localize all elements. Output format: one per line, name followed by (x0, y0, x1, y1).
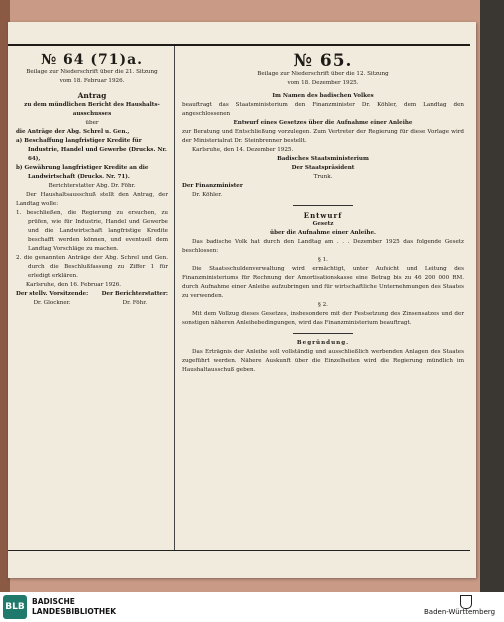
begruendung-heading: Begründung. (296, 340, 350, 346)
library-name-line-2: LANDESBIBLIOTHEK (32, 607, 117, 616)
antrag-subtitle-2: ausschusses (72, 111, 112, 117)
antrag-item-b: b) Gewährung langfristiger Kredite an die Landwirtschaft (Drucks. Nr. 71). (16, 165, 149, 180)
antrag-item: die Anträge der Abg. Schrel u. Gen., (16, 129, 130, 135)
staatsministerium: Badisches Staatsministerium (277, 156, 369, 162)
separator (293, 333, 353, 334)
staatspraesident-role: Der Staatspräsident (291, 165, 355, 171)
signer-left-name: Dr. Glockner. (33, 300, 71, 306)
beilage-line: Beilage zur Niederschrift über die 21. Sitzung (26, 69, 158, 75)
staatspraesident-name: Trunk. (313, 174, 333, 180)
signature-block (16, 290, 168, 308)
vorlage-text: zur Beratung und Entschließung vorzulegen. Zum Vertreter der Regierung für diese Vorlage wird der Ministerialrat Dr. Steinbrenner bestellt. (182, 129, 464, 144)
top-rule (8, 44, 470, 46)
antrag-heading: Antrag (77, 91, 107, 100)
im-namen-heading: Im Namen des badischen Volkes (272, 93, 374, 99)
coat-of-arms-icon (460, 595, 472, 609)
section-1-text: Die Staatsschuldenverwaltung wird ermächtigt, unter Aufsicht und Leitung des Finanzministeriums für Rechnung der Amortisationskasse eine Betrag bis zu 46 200 000 RM. durch Aufnahme einer Anleihe aufzubringen und für wirtschaftliche Unternehmungen des Staates zu verwenden. (182, 266, 464, 299)
beilage-date: vom 18. Dezember 1925. (287, 80, 359, 86)
section-2-text: Mit dem Vollzug dieses Gesetzes, insbesondere mit der Festsetzung des Zinsensatzes und der sonstigen näheren Anleihebedingungen, wird das Finanzministerium beauftragt. (182, 311, 464, 326)
antrag-item-a: a) Beschaffung langfristiger Kredite für Industrie, Handel und Gewerbe (Drucks. Nr. 64), (16, 138, 167, 162)
antrag-subtitle: zu dem mündlichen Bericht des Haushalts- (24, 102, 160, 108)
finanzminister-role: Der Finanzminister (182, 183, 243, 189)
section-2-heading: § 2. (318, 302, 328, 308)
antrag-point-2: 2. die genannten Anträge der Abg. Schrel und Gen. durch die Beschlußfassung zu Ziffer 1 für erledigt erklären. (16, 255, 168, 279)
place-date: Karlsruhe, den 16. Februar 1926. (26, 282, 122, 288)
auftrag-text: beauftragt das Staatsministerium den Finanzminister Dr. Köhler, dem Landtag den angeschlossenen (182, 102, 464, 117)
left-column (16, 52, 168, 308)
antrag-point-1: 1. beschließen, die Regierung zu ersuchen, zu prüfen, wie für Industrie, Handel und Gewerbe und die Landwirtschaft langfristige Kredite beschafft werden können, und eventuell dem Landtag Vorschläge zu machen. (16, 210, 168, 252)
antrag-text: Der Haushaltsausschuß stellt den Antrag, der Landtag wolle: (16, 192, 168, 207)
gesetz-intro: Das badische Volk hat durch den Landtag am . . . Dezember 1925 das folgende Gesetz beschlossen: (182, 239, 464, 254)
berichterstatter-line: Berichterstatter Abg. Dr. Föhr. (48, 183, 136, 189)
signer-left-role: Der stellv. Vorsitzende: (16, 291, 89, 297)
place-date: Karlsruhe, den 14. Dezember 1925. (192, 147, 294, 153)
document-number: № 64 (71)a. (40, 52, 144, 68)
signer-right-name: Dr. Föhr. (122, 300, 148, 306)
beilage-line: Beilage zur Niederschrift über die 12. Sitzung (257, 71, 389, 77)
library-name (32, 597, 116, 617)
footer-bar (0, 592, 504, 622)
gesetz-subtitle: über die Aufnahme einer Anleihe. (270, 230, 376, 236)
signer-right-role: Der Berichterstatter: (101, 291, 168, 297)
ueber-word: über (85, 120, 99, 126)
finanzminister-name: Dr. Köhler. (192, 192, 223, 198)
right-column (182, 52, 464, 375)
state-name: Baden-Württemberg (424, 608, 496, 616)
bottom-rule (8, 550, 470, 551)
entwurf-title: Entwurf eines Gesetzes über die Aufnahme einer Anleihe (233, 120, 413, 126)
beilage-date: vom 18. Februar 1926. (59, 78, 125, 84)
section-1-heading: § 1. (318, 257, 328, 263)
gesetz-heading: Gesetz (312, 221, 334, 227)
blb-logo-icon: BLB (3, 595, 27, 619)
separator (293, 205, 353, 206)
begruendung-text: Das Erträgnis der Anleihe soll vollständig und ausschließlich werbenden Anlagen des Staates zugeführt werden. Nähere Auskunft über die Einzelheiten wird die Regierung mündlich im Haushaltausschuß geben. (182, 349, 464, 373)
column-divider (174, 46, 175, 550)
document-number: № 65. (293, 51, 353, 71)
entwurf-heading: Entwurf (303, 211, 343, 220)
library-name-line-1: BADISCHE (32, 597, 75, 606)
